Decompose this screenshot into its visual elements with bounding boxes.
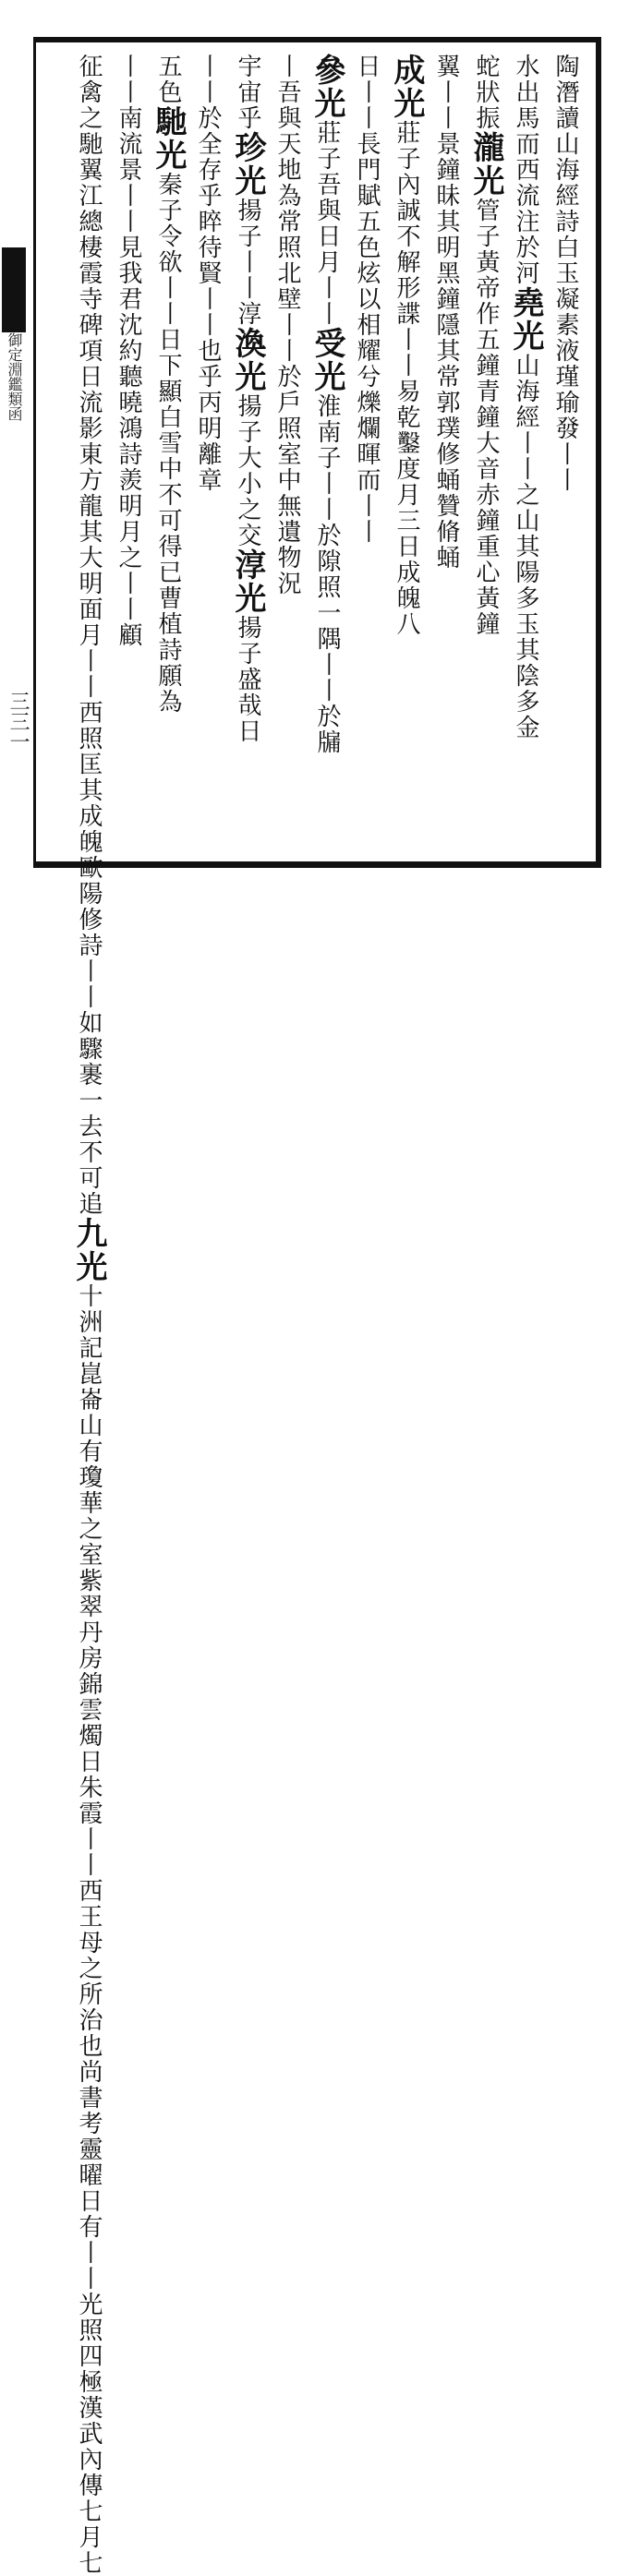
entry-headword: 九光 <box>70 1217 107 1283</box>
entry-text: 宇宙乎 <box>234 54 261 131</box>
entry-headword: 受光 <box>308 327 345 393</box>
entry-text: 秦子令欲丨丨日下顯白雪中不可得已曹植詩願為 <box>154 172 182 715</box>
entry-text: 丨丨西照匡其成魄歐陽修詩丨丨如驟裹一去不可追 <box>75 648 103 1217</box>
text-column-4 <box>428 54 465 857</box>
entry-text: 日丨丨長門賦五色炫以相耀兮爍爛暉而丨丨 <box>353 54 381 545</box>
spine-title: 御定淵鑑類函 <box>6 332 23 421</box>
page-number: 三三一 <box>6 691 30 752</box>
text-column-8 <box>269 54 306 857</box>
entry-text: 莊子內誠不解形諜丨丨易乾鑿度月三日成魄八 <box>393 120 420 637</box>
text-column-10 <box>189 54 226 857</box>
entry-text: 丨吾與天地為常 <box>273 54 301 235</box>
entry-headword: 珍光 <box>229 131 266 198</box>
entry-text: 莊子吾與日月丨丨 <box>313 120 341 327</box>
entry-text: 十洲記崑崙山有瓊華之室紫翠丹房錦雲燭日朱霞丨丨西王 <box>75 1283 103 1930</box>
entry-text: 丨丨於 <box>194 54 222 131</box>
entry-text: 陶潛讀山海經詩白玉 <box>551 54 579 286</box>
spine-block <box>2 247 26 332</box>
entry-text: 五色 <box>154 54 182 105</box>
entry-text: 丨丨 <box>115 54 142 105</box>
entry-headword: 成光 <box>388 54 425 120</box>
entry-text: 流注於河 <box>512 183 539 286</box>
entry-text: 蛇狀振 <box>472 54 500 131</box>
entry-headword: 渙光 <box>229 327 266 393</box>
entry-text: 揚子丨丨淳 <box>234 198 261 327</box>
entry-text: 照北壁丨丨於戶照室中無遺物況 <box>273 235 301 596</box>
entry-text: 征禽之馳翼江總棲霞寺碑項日流影東方龍其大明面月 <box>75 54 103 648</box>
text-column-1 <box>547 54 584 857</box>
text-column-2 <box>507 54 544 857</box>
entry-headword: 馳光 <box>150 105 187 172</box>
text-column-6 <box>348 54 385 857</box>
entry-text: 揚子盛哉日 <box>234 615 261 744</box>
entry-text: 凝素液瑾瑜發丨丨 <box>551 286 579 493</box>
text-column-7 <box>308 54 345 857</box>
text-column-9 <box>229 54 266 857</box>
entry-headword: 參光 <box>308 54 345 120</box>
entry-text: 管子黃帝作五鐘青鐘大音赤鐘重心黃鐘 <box>472 198 500 637</box>
text-column-3 <box>467 54 504 857</box>
frame-right-rule <box>596 37 601 868</box>
entry-headword: 瀧光 <box>467 131 504 198</box>
entry-text: 揚子大小之交 <box>234 393 261 548</box>
entry-text: 景鐘昧其明黑鐘隱其常郭璞修蛹贊脩蛹 <box>432 131 460 571</box>
frame-bottom-rule <box>33 861 601 868</box>
entry-text: 待賢丨丨也 <box>194 235 222 364</box>
text-column-13 <box>70 54 107 2576</box>
frame-left-rule <box>33 37 36 868</box>
entry-headword: 淳光 <box>229 548 266 615</box>
entry-text: 水出馬而西 <box>512 54 539 183</box>
text-column-12 <box>110 54 147 857</box>
entry-text: 山海經丨丨之山其陽多玉其陰多金 <box>512 353 539 740</box>
text-column-11 <box>150 54 187 857</box>
entry-text: 翼丨丨 <box>432 54 460 131</box>
entry-text: 全存乎睟 <box>194 131 222 235</box>
entry-text: 乎丙明離章 <box>194 364 222 493</box>
entry-text: 淮南子丨丨於隙照一隅丨丨於牖 <box>313 393 341 755</box>
text-column-5 <box>388 54 425 857</box>
entry-headword: 堯光 <box>507 286 544 353</box>
entry-text: 母之所治也尚書考靈曜日有丨丨光照四極漢武內傳七月七 <box>75 1930 103 2576</box>
frame-top-rule <box>33 37 601 42</box>
entry-text: 南流景丨丨見我君沈約聽曉鴻詩羨明月之丨丨顧 <box>115 105 142 648</box>
